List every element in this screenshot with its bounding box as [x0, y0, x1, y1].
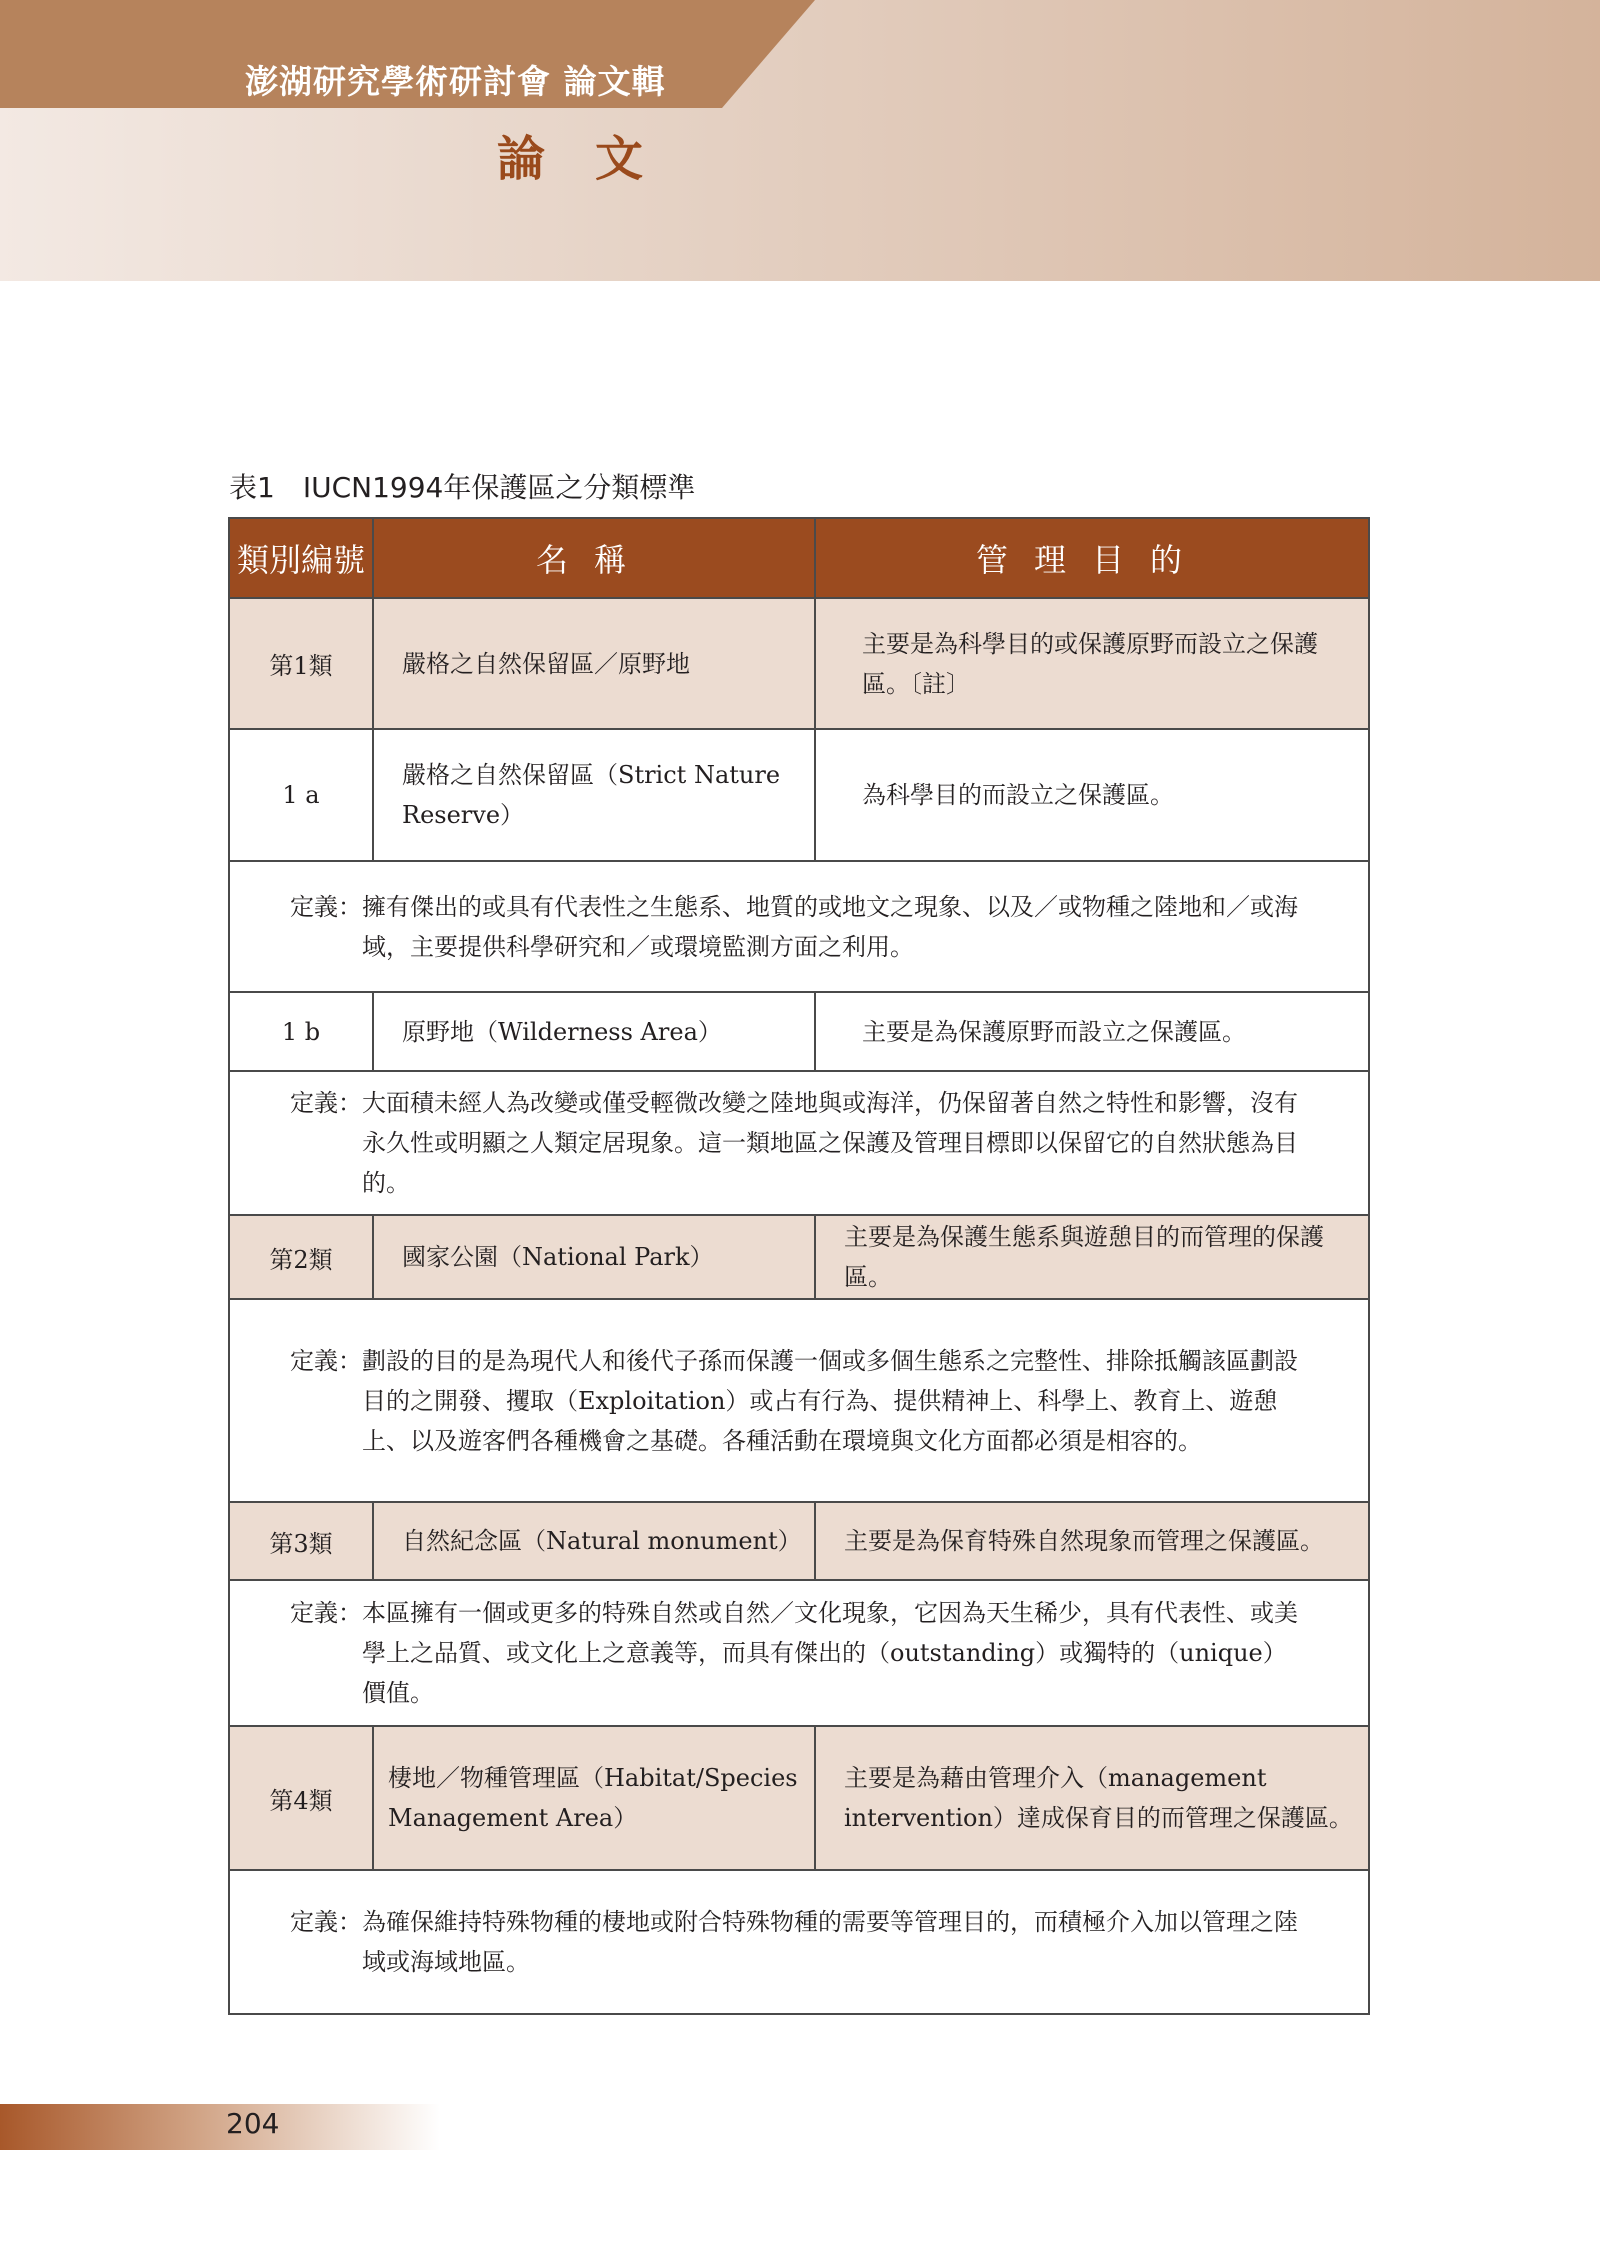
row-id: 第4類 [229, 1726, 373, 1870]
definition-label: 定義： [290, 1908, 362, 1936]
row-purpose: 主要是為藉由管理介入（management intervention）達成保育目的而管理之保護區。 [815, 1726, 1369, 1870]
definition-text: 本區擁有一個或更多的特殊自然或自然／文化現象，它因為天生稀少，具有代表性、或美學上之品質、或文化上之意義等，而具有傑出的（outstanding）或獨特的（unique）價值。 [362, 1599, 1298, 1707]
row-purpose: 主要是為科學目的或保護原野而設立之保護區。〔註〕 [815, 598, 1369, 729]
definition-row [229, 1870, 1369, 2014]
row-purpose: 主要是為保護原野而設立之保護區。 [815, 992, 1369, 1071]
definition-text: 擁有傑出的或具有代表性之生態系、地質的或地文之現象、以及／或物種之陸地和／或海域，主要提供科學研究和／或環境監測方面之利用。 [362, 892, 1298, 961]
header-purpose: 管理目的 [815, 518, 1369, 598]
row-id: 第3類 [229, 1502, 373, 1580]
row-purpose: 為科學目的而設立之保護區。 [815, 729, 1369, 861]
row-name: 嚴格之自然保留區／原野地 [373, 598, 815, 729]
table-row [229, 1215, 1369, 1299]
row-name: 原野地（Wilderness Area） [373, 992, 815, 1071]
row-id: 1 b [229, 992, 373, 1071]
page-number: 204 [226, 2107, 280, 2140]
table-row [229, 1726, 1369, 1870]
definition-row [229, 1071, 1369, 1215]
table-row [229, 1502, 1369, 1580]
header-name: 名稱 [373, 518, 815, 598]
definition-row [229, 861, 1369, 992]
row-name: 國家公園（National Park） [373, 1215, 815, 1299]
section-title: 論文 [497, 131, 694, 187]
series-title: 澎湖研究學術研討會 論文輯 [245, 62, 666, 101]
table-caption: 表1 IUCN1994年保護區之分類標準 [229, 471, 696, 504]
definition-label: 定義： [290, 1599, 362, 1627]
row-purpose: 主要是為保育特殊自然現象而管理之保護區。 [815, 1502, 1369, 1580]
table-header-row [229, 518, 1369, 598]
definition-label: 定義： [290, 1089, 362, 1117]
row-id: 第1類 [229, 598, 373, 729]
row-name: 棲地／物種管理區（Habitat/Species Management Area） [373, 1726, 815, 1870]
definition-text: 大面積未經人為改變或僅受輕微改變之陸地與或海洋，仍保留著自然之特性和影響，沒有永久性或明顯之人類定居現象。這一類地區之保護及管理目標即以保留它的自然狀態為目的。 [362, 1089, 1298, 1197]
table-row [229, 729, 1369, 861]
row-name: 嚴格之自然保留區（Strict Nature Reserve） [373, 729, 815, 861]
row-name: 自然紀念區（Natural monument） [373, 1502, 815, 1580]
definition-label: 定義： [290, 1346, 362, 1375]
definition-row [229, 1580, 1369, 1726]
table-row [229, 598, 1369, 729]
definition-row [229, 1299, 1369, 1502]
footer-band [0, 2104, 440, 2150]
row-purpose: 主要是為保護生態系與遊憩目的而管理的保護區。 [815, 1215, 1369, 1299]
row-id: 第2類 [229, 1215, 373, 1299]
definition-label: 定義： [290, 892, 362, 921]
table-row [229, 992, 1369, 1071]
definition-text: 劃設的目的是為現代人和後代子孫而保護一個或多個生態系之完整性、排除抵觸該區劃設目的之開發、攫取（Exploitation）或占有行為、提供精神上、科學上、教育上、遊憩上、以及遊客們各種機會之基礎。各種活動在環境與文化方面都必須是相容的。 [362, 1346, 1298, 1455]
row-id: 1 a [229, 729, 373, 861]
header-id: 類別編號 [229, 518, 373, 598]
definition-text: 為確保維持特殊物種的棲地或附合特殊物種的需要等管理目的，而積極介入加以管理之陸域或海域地區。 [362, 1908, 1298, 1976]
iucn-category-table [228, 517, 1370, 2015]
